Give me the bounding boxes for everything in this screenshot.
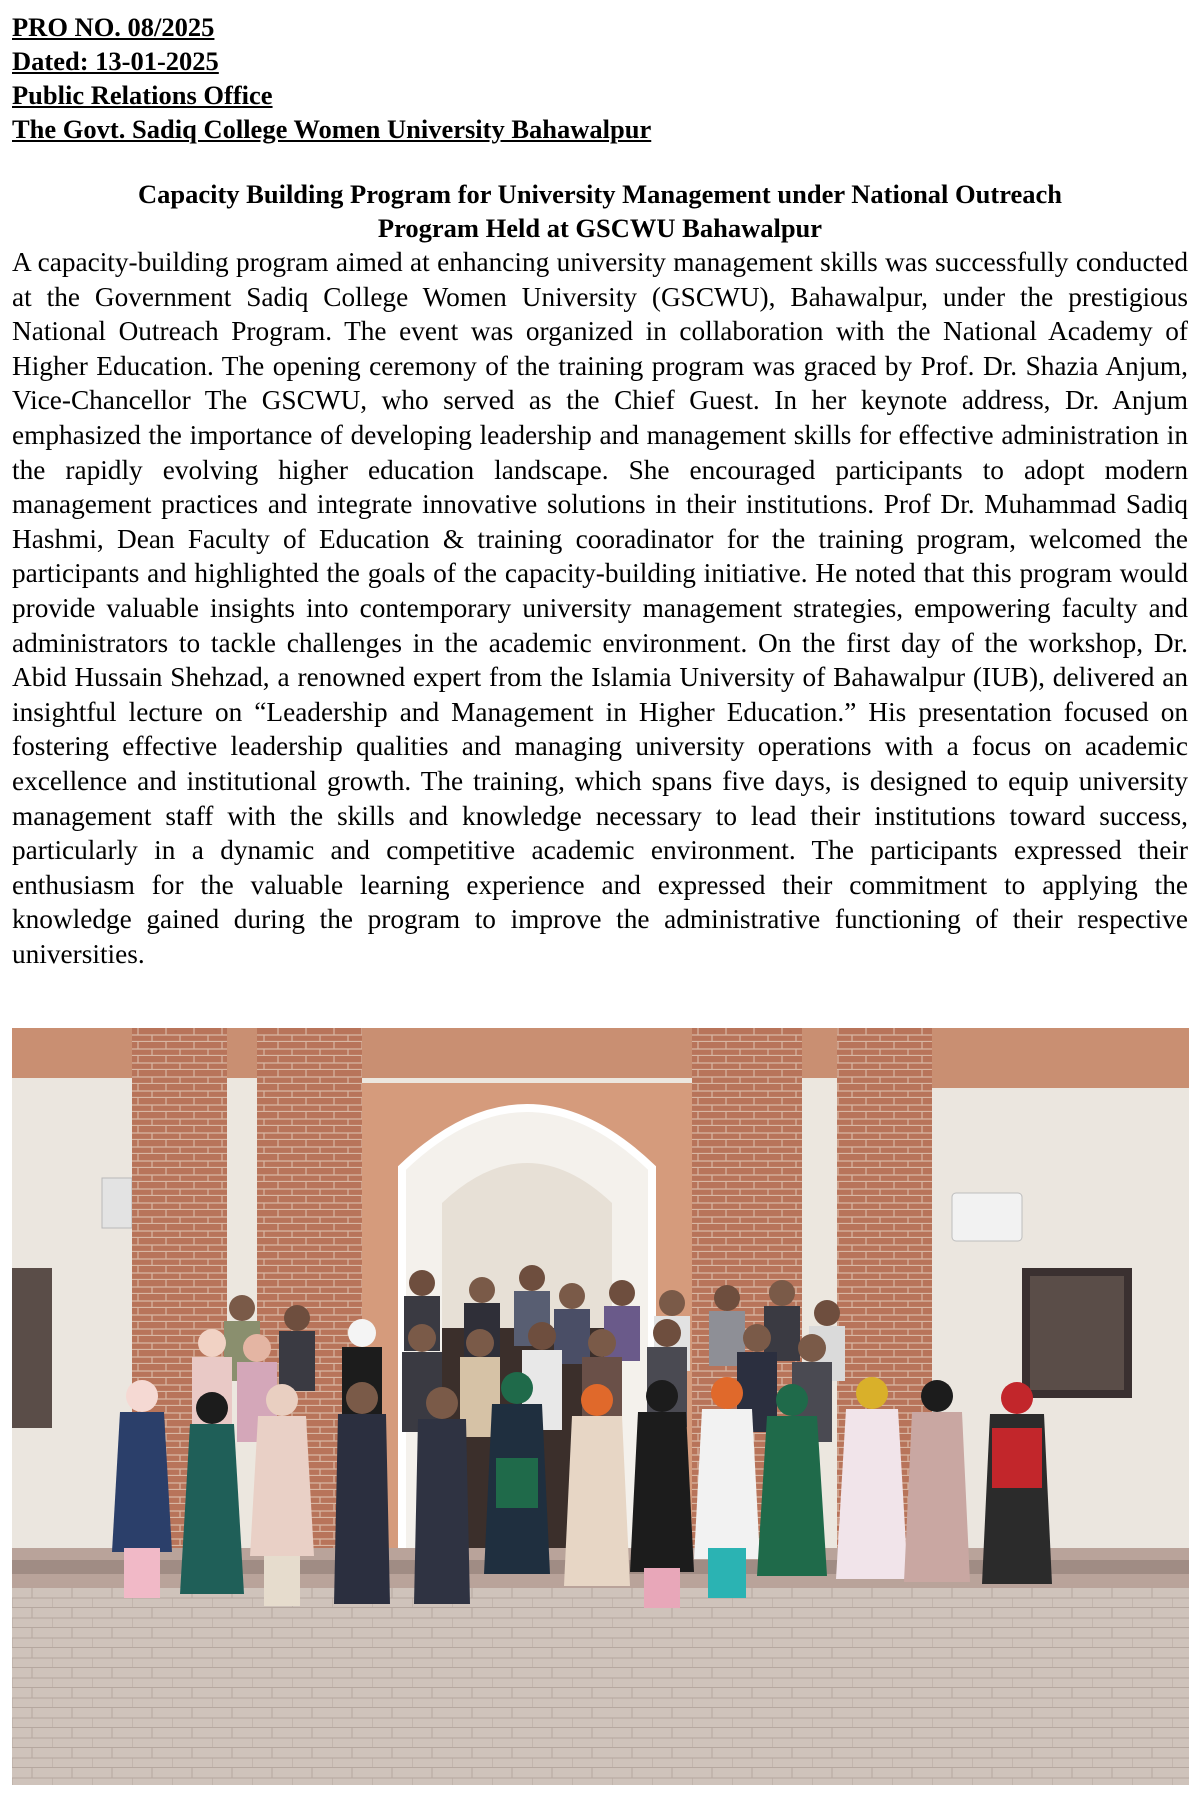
document-header — [12, 10, 651, 146]
university-name: The Govt. Sadiq College Women University Bahawalpur — [12, 114, 652, 144]
release-date: Dated: 13-01-2025 — [12, 46, 219, 76]
group-photo — [12, 1028, 1189, 1785]
pro-number: PRO NO. 08/2025 — [12, 12, 215, 42]
title-line-2: Program Held at GSCWU Bahawalpur — [377, 213, 823, 243]
press-release-body: A capacity-building program aimed at enhancing university management skills was successfully conducted at the Government Sadiq College Women University (GSCWU), Bahawalpur, under the prestigious National Outreach Program. The event was organized in collaboration with the National Academy of Higher Education. The opening ceremony of the training program was graced by Prof. Dr. Shazia Anjum, Vice-Chancellor The GSCWU, who served as the Chief Guest. In her keynote address, Dr. Anjum emphasized the importance of developing leadership and management skills for effective administration in the rapidly evolving higher education landscape. She encouraged participants to adopt modern management practices and integrate innovative solutions in their institutions. Prof Dr. Muhammad Sadiq Hashmi, Dean Faculty of Education & training cooradinator for the training program, welcomed the participants and highlighted the goals of the capacity-building initiative. He noted that this program would provide valuable insights into contemporary university management strategies, empowering faculty and administrators to tackle challenges in the academic environment. On the first day of the workshop, Dr. Abid Hussain Shehzad, a renowned expert from the Islamia University of Bahawalpur (IUB), delivered an insightful lecture on “Leadership and Management in Higher Education.” His presentation focused on fostering effective leadership qualities and managing university operations with a focus on academic excellence and institutional growth. The training, which spans five days, is designed to equip university management staff with the skills and knowledge necessary to lead their institutions toward success, particularly in a dynamic and competitive academic environment. The participants expressed their enthusiasm for the valuable learning experience and expressed their commitment to applying the knowledge gained during the program to improve the administrative functioning of their respective universities. — [12, 247, 1188, 969]
group-photo-icon — [12, 1028, 1189, 1785]
press-release-title — [12, 177, 1188, 245]
office-name: Public Relations Office — [12, 80, 273, 110]
title-line-1: Capacity Building Program for University Management under National Outreach — [137, 179, 1063, 209]
